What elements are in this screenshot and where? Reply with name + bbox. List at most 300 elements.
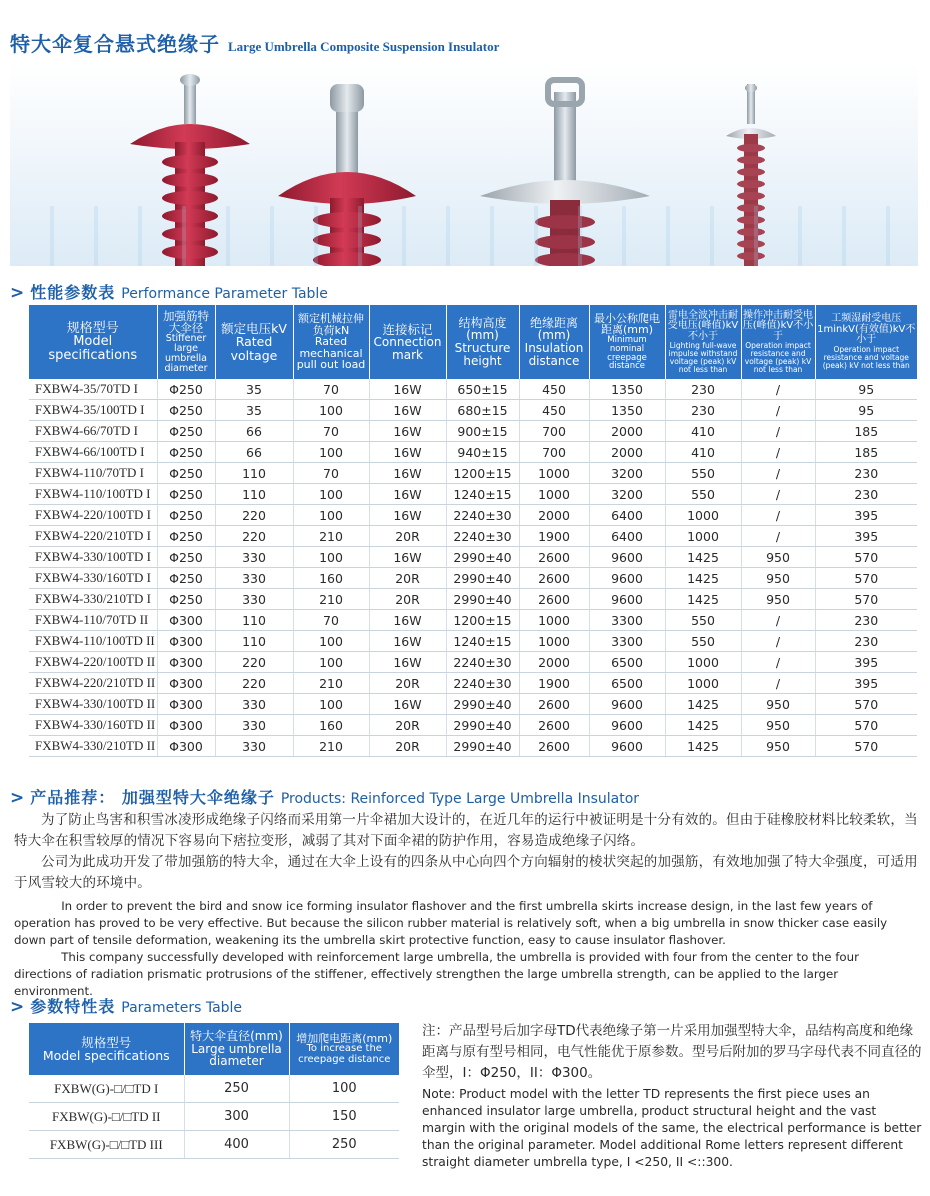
perf-header-en: Structure height (454, 341, 511, 368)
value-cell: 950 (741, 736, 815, 757)
param-header-0 (29, 1023, 184, 1075)
value-cell: 2000 (519, 505, 589, 526)
value-cell: 410 (665, 421, 741, 442)
table-row (29, 1103, 399, 1131)
value-cell: 570 (815, 547, 917, 568)
value-cell: 2990±40 (446, 694, 519, 715)
value-cell: 2000 (519, 652, 589, 673)
value-cell: 210 (293, 526, 369, 547)
perf-header-en: Model specifications (48, 334, 138, 363)
value-cell: 16W (369, 421, 446, 442)
value-cell: 2990±40 (446, 568, 519, 589)
value-cell: 66 (215, 421, 293, 442)
table-row (29, 442, 917, 463)
value-cell: 210 (293, 736, 369, 757)
value-cell: Φ250 (157, 421, 215, 442)
perf-header-4 (369, 305, 446, 379)
value-cell: 9600 (589, 694, 665, 715)
value-cell: 395 (815, 673, 917, 694)
value-cell: / (741, 484, 815, 505)
value-cell: Φ250 (157, 568, 215, 589)
slender-insulator (726, 84, 776, 266)
table-row (29, 547, 917, 568)
value-cell: 410 (665, 442, 741, 463)
value-cell: Φ300 (157, 715, 215, 736)
model-cell: FXBW4-35/100TD I (29, 400, 157, 421)
value-cell: 16W (369, 610, 446, 631)
value-cell: 2000 (589, 442, 665, 463)
value-cell: 1425 (665, 715, 741, 736)
table-row (29, 526, 917, 547)
perf-header-7 (589, 305, 665, 379)
recommend-en-paragraph-2: This company successfully developed with reinforcement large umbrella, the umbrella is provided with four from the center to the four directions of radiation prismatic protrusions of the stiffener, effectively strengthen the large umbrella strength, can be applied to the larger environment. (14, 950, 859, 998)
table-row (29, 1131, 399, 1159)
value-cell: 2600 (519, 736, 589, 757)
perf-header-5 (446, 305, 519, 379)
value-cell: 1000 (519, 610, 589, 631)
param-header-en: Model specifications (42, 1048, 170, 1063)
value-cell: 2240±30 (446, 673, 519, 694)
recommend-heading (10, 785, 639, 807)
value-cell: 550 (665, 484, 741, 505)
value-cell: 70 (293, 421, 369, 442)
value-cell: 1425 (665, 736, 741, 757)
value-cell: 1350 (589, 400, 665, 421)
perf-header-1 (157, 305, 215, 379)
param-header-cn: 规格型号 (81, 1034, 132, 1050)
value-cell: 570 (815, 715, 917, 736)
perf-header-cn: 加强筋特大伞径 (163, 309, 209, 336)
perf-header-en: Operation impact resistance and voltage (peak) kV not less than (744, 341, 812, 374)
value-cell: 100 (293, 400, 369, 421)
value-cell: 395 (815, 505, 917, 526)
value-cell: 185 (815, 421, 917, 442)
value-cell: 330 (215, 715, 293, 736)
value-cell: 1425 (665, 547, 741, 568)
value-cell: 450 (519, 379, 589, 400)
value-cell: / (741, 463, 815, 484)
value-cell: 9600 (589, 568, 665, 589)
value-cell: 2600 (519, 547, 589, 568)
param-header-2 (289, 1023, 399, 1075)
value-cell: 100 (293, 652, 369, 673)
value-cell: 16W (369, 484, 446, 505)
parameters-heading (10, 994, 242, 1016)
value-cell: 3200 (589, 463, 665, 484)
table-row (29, 463, 917, 484)
page-title (10, 28, 499, 58)
value-cell: 230 (665, 400, 741, 421)
table-row (29, 505, 917, 526)
value-cell: Φ250 (157, 400, 215, 421)
performance-table (29, 305, 917, 757)
model-cell: FXBW4-66/70TD I (29, 421, 157, 442)
perf-header-2 (215, 305, 293, 379)
value-cell: / (741, 379, 815, 400)
value-cell: 110 (215, 610, 293, 631)
perf-header-cn: 绝缘距离(mm) (529, 315, 578, 343)
recommend-en-paragraph-1: In order to prevent the bird and snow ice forming insulator flashover and the first umbrella skirts increase design, in the last few years of operation has proved to be very effective. But because the silicon rubber material is relatively soft, when a big umbrella in snow thicker case easily down part of tensile deformation, weakening its the umbrella skirt protective function, easy to cause insulator flashover. (14, 899, 888, 947)
value-cell: 330 (215, 736, 293, 757)
value-cell: 2240±30 (446, 526, 519, 547)
value-cell: 16W (369, 694, 446, 715)
model-cell: FXBW4-220/210TD II (29, 673, 157, 694)
value-cell: 20R (369, 715, 446, 736)
value-cell: / (741, 673, 815, 694)
value-cell: / (741, 421, 815, 442)
model-cell: FXBW4-220/210TD I (29, 526, 157, 547)
value-cell: 20R (369, 673, 446, 694)
value-cell: 230 (815, 463, 917, 484)
perf-header-en: Lighting full-wave impulse withstand voltage (peak) kV not less than (668, 341, 738, 374)
value-cell: 395 (815, 526, 917, 547)
value-cell: 100 (293, 442, 369, 463)
value-cell: 940±15 (446, 442, 519, 463)
perf-header-9 (741, 305, 815, 379)
table-row (29, 400, 917, 421)
value-cell: 400 (184, 1131, 289, 1159)
value-cell: 6400 (589, 526, 665, 547)
perf-header-en: Rated mechanical pull out load (296, 335, 366, 372)
table-row (29, 421, 917, 442)
table-row (29, 484, 917, 505)
insulator-illustration (10, 62, 918, 266)
model-cell: FXBW(G)-□/□TD II (29, 1103, 184, 1131)
value-cell: 700 (519, 421, 589, 442)
table-row (29, 568, 917, 589)
value-cell: 1900 (519, 673, 589, 694)
value-cell: 395 (815, 652, 917, 673)
value-cell: 16W (369, 379, 446, 400)
value-cell: 110 (215, 484, 293, 505)
value-cell: Φ250 (157, 379, 215, 400)
value-cell: 100 (293, 484, 369, 505)
value-cell: 16W (369, 631, 446, 652)
value-cell: 2990±40 (446, 715, 519, 736)
perf-header-10 (815, 305, 917, 379)
value-cell: 210 (293, 589, 369, 610)
recommend-heading-en: Products: Reinforced Type Large Umbrella Insulator (280, 791, 640, 807)
value-cell: 2990±40 (446, 547, 519, 568)
perf-header-cn: 额定电压kV (221, 321, 287, 337)
model-cell: FXBW4-330/210TD I (29, 589, 157, 610)
value-cell: 680±15 (446, 400, 519, 421)
param-header-en: Large umbrella diameter (191, 1041, 282, 1069)
model-cell: FXBW4-110/100TD I (29, 484, 157, 505)
value-cell: 6500 (589, 673, 665, 694)
perf-header-en: Insulation distance (524, 341, 584, 368)
value-cell: 2600 (519, 694, 589, 715)
value-cell: 330 (215, 589, 293, 610)
parameters-table (29, 1023, 399, 1159)
value-cell: 950 (741, 568, 815, 589)
performance-heading (10, 280, 328, 302)
value-cell: 9600 (589, 589, 665, 610)
value-cell: 2240±30 (446, 652, 519, 673)
page-title-cn: 特大伞复合悬式绝缘子 (10, 32, 220, 56)
value-cell: 185 (815, 442, 917, 463)
value-cell: 100 (293, 694, 369, 715)
value-cell: 16W (369, 547, 446, 568)
value-cell: 35 (215, 379, 293, 400)
perf-header-en: Stiffener large umbrella diameter (164, 333, 208, 375)
value-cell: 1240±15 (446, 631, 519, 652)
value-cell: / (741, 610, 815, 631)
performance-heading-cn: 性能参数表 (30, 283, 116, 302)
perf-header-en: Minimum nominal creepage distance (607, 334, 647, 372)
value-cell: 1425 (665, 694, 741, 715)
model-cell: FXBW(G)-□/□TD III (29, 1131, 184, 1159)
model-cell: FXBW4-220/100TD II (29, 652, 157, 673)
recommend-heading-cn: 产品推荐： 加强型特大伞绝缘子 (30, 788, 275, 807)
value-cell: 1425 (665, 568, 741, 589)
table-row (29, 1075, 399, 1103)
value-cell: 570 (815, 589, 917, 610)
perf-header-cn: 连接标记 (382, 321, 433, 337)
chevron-right-icon: > (10, 997, 25, 1017)
value-cell: 950 (741, 694, 815, 715)
value-cell: 20R (369, 589, 446, 610)
value-cell: / (741, 400, 815, 421)
value-cell: 2600 (519, 568, 589, 589)
value-cell: 950 (741, 589, 815, 610)
value-cell: / (741, 526, 815, 547)
value-cell: 550 (665, 463, 741, 484)
recommend-body (14, 810, 920, 1000)
value-cell: 2600 (519, 589, 589, 610)
value-cell: Φ250 (157, 589, 215, 610)
param-header-cn: 特大伞直径(mm) (190, 1029, 283, 1044)
value-cell: 210 (293, 673, 369, 694)
value-cell: 570 (815, 568, 917, 589)
value-cell: 1000 (665, 673, 741, 694)
value-cell: Φ250 (157, 442, 215, 463)
value-cell: Φ250 (157, 505, 215, 526)
value-cell: 1000 (665, 652, 741, 673)
value-cell: 110 (215, 463, 293, 484)
value-cell: / (741, 505, 815, 526)
value-cell: 450 (519, 400, 589, 421)
value-cell: 1000 (519, 631, 589, 652)
value-cell: 1000 (665, 505, 741, 526)
perf-header-cn: 最小公称爬电距离(mm) (594, 311, 660, 337)
note-cn: 注：产品型号后加字母TD代表绝缘子第一片采用加强型特大伞，品结构高度和绝缘距离与原有型号相同，电气性能优于原参数。型号后附加的罗马字母代表不同直径的伞型，I：Φ250，II：Φ300。 (422, 1023, 922, 1081)
value-cell: 330 (215, 568, 293, 589)
table-row (29, 379, 917, 400)
value-cell: 550 (665, 610, 741, 631)
recommend-cn-paragraph-1: 为了防止鸟害和积雪冰凌形成绝缘子闪络而采用第一片伞裙加大设计的，在近几年的运行中被证明是十分有效的。但由于硅橡胶材料比较柔软，当特大伞在积雪较厚的情况下容易向下痞拉变形，减弱了其对下面伞裙的防护作用，容易造成绝缘子闪络。 (14, 812, 918, 849)
parameters-heading-en: Parameters Table (121, 1000, 243, 1016)
value-cell: 330 (215, 547, 293, 568)
chevron-right-icon: > (10, 788, 25, 808)
value-cell: 70 (293, 463, 369, 484)
perf-header-3 (293, 305, 369, 379)
value-cell: 220 (215, 673, 293, 694)
perf-header-cn: 额定机械拉伸负荷kN (298, 312, 364, 337)
red-insulator-tall (130, 74, 250, 266)
perf-header-cn: 结构高度(mm) (458, 315, 507, 343)
value-cell: Φ300 (157, 652, 215, 673)
model-cell: FXBW4-330/100TD II (29, 694, 157, 715)
value-cell: 16W (369, 442, 446, 463)
perf-header-en: Operation impact resistance and voltage (peak) kV not less than (822, 344, 910, 370)
value-cell: 6500 (589, 652, 665, 673)
value-cell: 70 (293, 610, 369, 631)
value-cell: 3300 (589, 610, 665, 631)
value-cell: 650±15 (446, 379, 519, 400)
table-row (29, 736, 917, 757)
value-cell: Φ250 (157, 526, 215, 547)
value-cell: 250 (184, 1075, 289, 1103)
perf-header-8 (665, 305, 741, 379)
value-cell: 35 (215, 400, 293, 421)
value-cell: Φ250 (157, 484, 215, 505)
param-header-en: To increase the creepage distance (298, 1043, 391, 1065)
value-cell: 230 (815, 610, 917, 631)
value-cell: 1000 (665, 526, 741, 547)
value-cell: 700 (519, 442, 589, 463)
perf-header-en: Connection mark (373, 334, 442, 362)
value-cell: 1000 (519, 463, 589, 484)
table-row (29, 589, 917, 610)
value-cell: 1900 (519, 526, 589, 547)
value-cell: 2990±40 (446, 589, 519, 610)
value-cell: 20R (369, 736, 446, 757)
value-cell: 95 (815, 400, 917, 421)
value-cell: 160 (293, 568, 369, 589)
value-cell: 9600 (589, 736, 665, 757)
value-cell: 900±15 (446, 421, 519, 442)
value-cell: 2600 (519, 715, 589, 736)
value-cell: 1000 (519, 484, 589, 505)
page-title-en: Large Umbrella Composite Suspension Insulator (228, 39, 500, 54)
model-cell: FXBW4-330/210TD II (29, 736, 157, 757)
model-cell: FXBW4-330/160TD I (29, 568, 157, 589)
value-cell: 20R (369, 526, 446, 547)
grey-insulator-umbrella (480, 80, 650, 266)
value-cell: 16W (369, 652, 446, 673)
performance-heading-en: Performance Parameter Table (121, 286, 328, 302)
value-cell: 160 (293, 715, 369, 736)
table-row (29, 715, 917, 736)
value-cell: Φ300 (157, 736, 215, 757)
param-header-1 (184, 1023, 289, 1075)
value-cell: Φ250 (157, 547, 215, 568)
value-cell: 3200 (589, 484, 665, 505)
value-cell: / (741, 631, 815, 652)
value-cell: 9600 (589, 715, 665, 736)
model-cell: FXBW4-330/160TD II (29, 715, 157, 736)
model-cell: FXBW4-110/70TD I (29, 463, 157, 484)
perf-header-0 (29, 305, 157, 379)
parameters-heading-cn: 参数特性表 (30, 997, 116, 1016)
model-cell: FXBW4-35/70TD I (29, 379, 157, 400)
perf-header-cn: 工频湿耐受电压1minkV(有效值)kV不小于 (817, 313, 916, 346)
value-cell: 100 (293, 631, 369, 652)
value-cell: Φ300 (157, 610, 215, 631)
perf-header-cn: 雷电全波冲击耐受电压(峰值)kV不小于 (667, 309, 739, 342)
value-cell: 16W (369, 400, 446, 421)
model-cell: FXBW4-110/100TD II (29, 631, 157, 652)
value-cell: Φ300 (157, 694, 215, 715)
value-cell: 2000 (589, 421, 665, 442)
note-block (422, 1021, 922, 1171)
recommend-cn-paragraph-2: 公司为此成功开发了带加强筋的特大伞，通过在大伞上设有的四条从中心向四个方向辐射的棱状突起的加强筋，有效地加强了特大伞强度，可适用于风雪较大的环境中。 (14, 854, 918, 891)
value-cell: 230 (815, 484, 917, 505)
value-cell: 570 (815, 736, 917, 757)
model-cell: FXBW4-110/70TD II (29, 610, 157, 631)
value-cell: 9600 (589, 547, 665, 568)
model-cell: FXBW4-220/100TD I (29, 505, 157, 526)
value-cell: 3300 (589, 631, 665, 652)
value-cell: 100 (293, 547, 369, 568)
table-row (29, 610, 917, 631)
value-cell: 70 (293, 379, 369, 400)
value-cell: 220 (215, 526, 293, 547)
value-cell: 1350 (589, 379, 665, 400)
value-cell: 95 (815, 379, 917, 400)
chevron-right-icon: > (10, 283, 25, 303)
value-cell: 100 (293, 505, 369, 526)
product-photo-banner (10, 62, 918, 266)
value-cell: 1200±15 (446, 463, 519, 484)
value-cell: 1240±15 (446, 484, 519, 505)
value-cell: 1425 (665, 589, 741, 610)
value-cell: 110 (215, 631, 293, 652)
value-cell: 330 (215, 694, 293, 715)
value-cell: 1200±15 (446, 610, 519, 631)
value-cell: 220 (215, 652, 293, 673)
value-cell: 570 (815, 694, 917, 715)
value-cell: Φ300 (157, 673, 215, 694)
perf-header-cn: 操作冲击耐受电压(峰值)kV不小于 (742, 309, 814, 342)
value-cell: 2240±30 (446, 505, 519, 526)
note-en: Note: Product model with the letter TD represents the first piece uses an enhanced insulator large umbrella, product structural height and the vast margin with the original models of the same, the electrical performance is better than the original parameter. Model additional Rome letters represent different straight diameter umbrella type, I <250, II <::300. (422, 1087, 922, 1169)
value-cell: 220 (215, 505, 293, 526)
value-cell: 16W (369, 463, 446, 484)
value-cell: 2990±40 (446, 736, 519, 757)
value-cell: / (741, 442, 815, 463)
value-cell: 550 (665, 631, 741, 652)
value-cell: / (741, 652, 815, 673)
value-cell: 6400 (589, 505, 665, 526)
model-cell: FXBW4-330/100TD I (29, 547, 157, 568)
model-cell: FXBW(G)-□/□TD I (29, 1075, 184, 1103)
value-cell: 300 (184, 1103, 289, 1131)
table-row (29, 631, 917, 652)
value-cell: Φ300 (157, 631, 215, 652)
value-cell: 16W (369, 505, 446, 526)
value-cell: Φ250 (157, 463, 215, 484)
table-row (29, 673, 917, 694)
value-cell: 250 (289, 1131, 399, 1159)
param-header-cn: 增加爬电距离(mm) (296, 1031, 393, 1045)
value-cell: 100 (289, 1075, 399, 1103)
value-cell: 150 (289, 1103, 399, 1131)
model-cell: FXBW4-66/100TD I (29, 442, 157, 463)
value-cell: 950 (741, 715, 815, 736)
value-cell: 950 (741, 547, 815, 568)
value-cell: 66 (215, 442, 293, 463)
perf-header-6 (519, 305, 589, 379)
value-cell: 20R (369, 568, 446, 589)
red-insulator-umbrella (278, 84, 416, 266)
table-row (29, 694, 917, 715)
perf-header-cn: 规格型号 (66, 320, 119, 336)
table-row (29, 652, 917, 673)
perf-header-en: Rated voltage (230, 334, 278, 363)
value-cell: 230 (815, 631, 917, 652)
